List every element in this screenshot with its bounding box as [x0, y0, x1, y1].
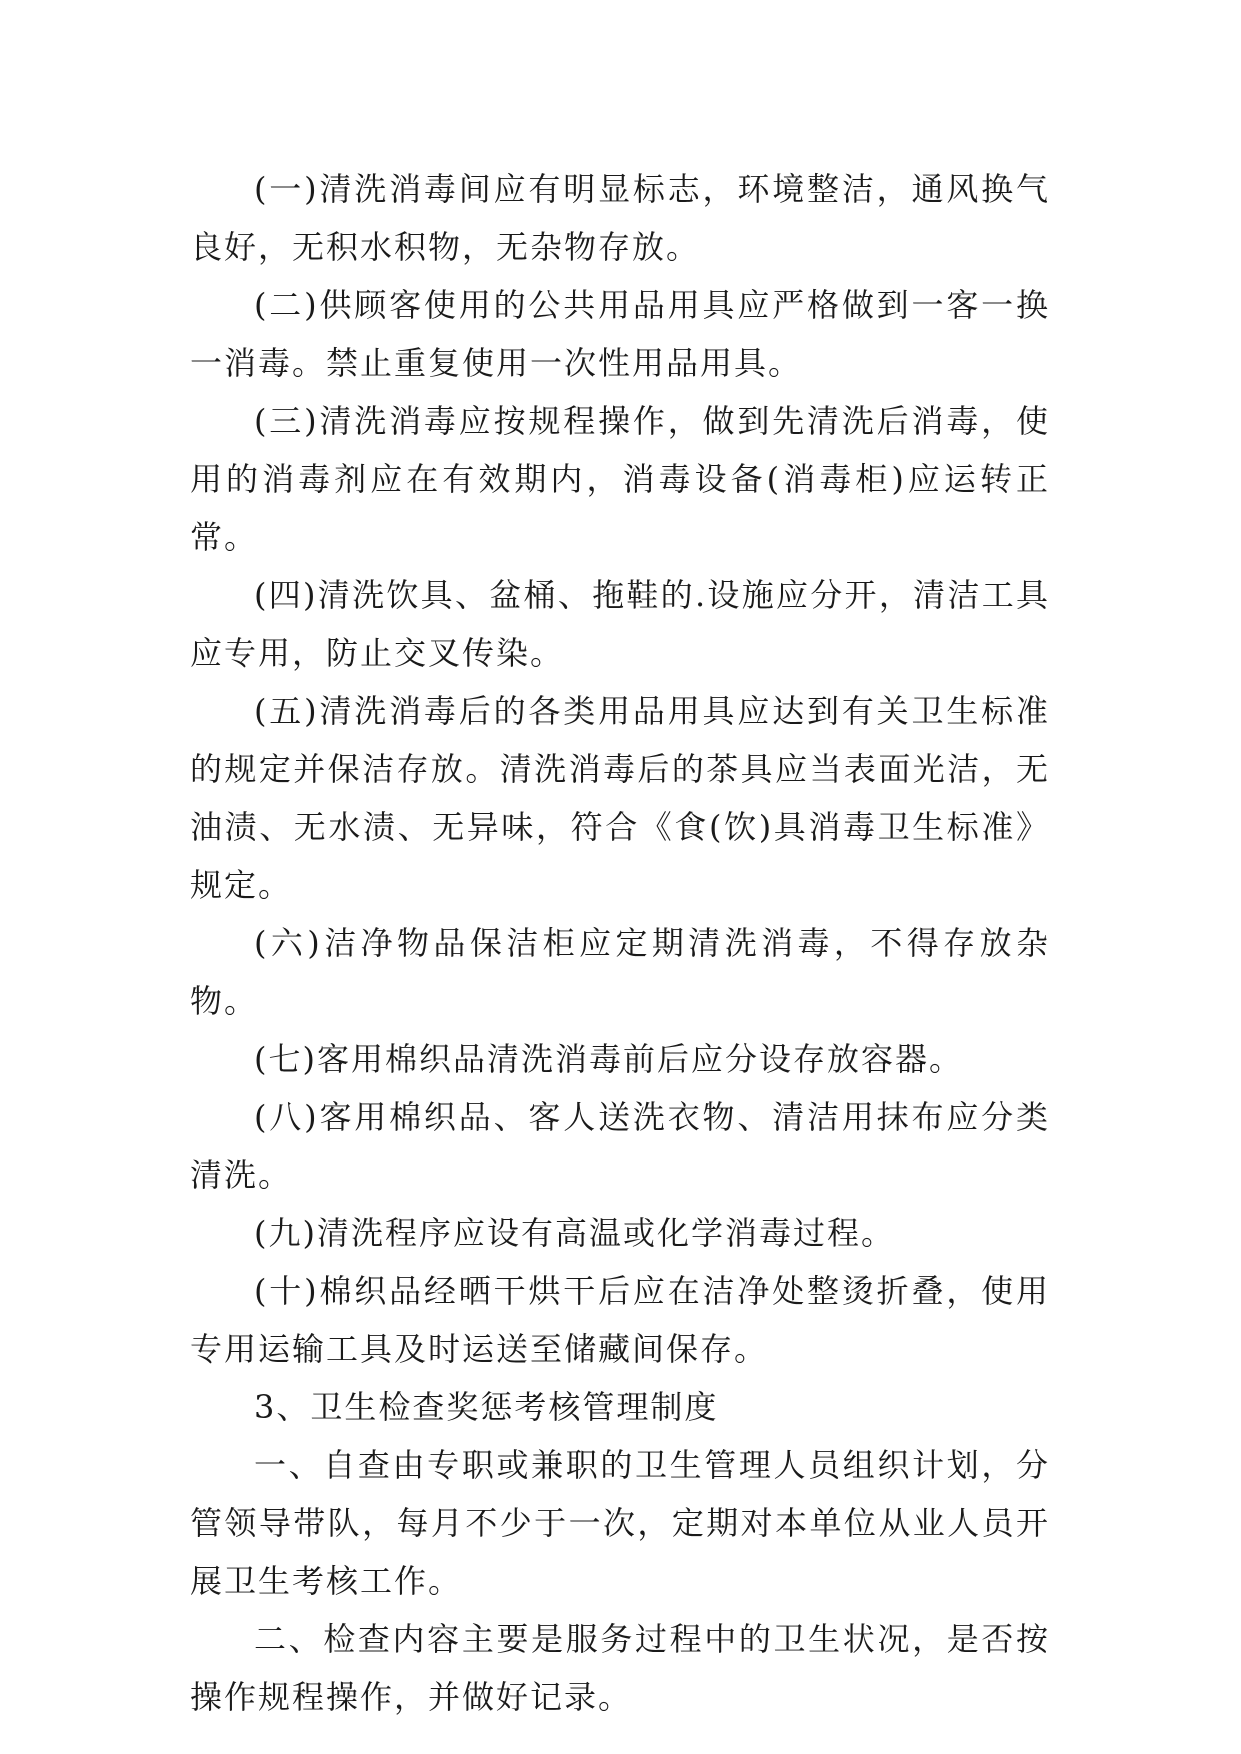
paragraph-9: (九)清洗程序应设有高温或化学消毒过程。: [254, 1214, 895, 1252]
paragraph-6: (六)洁净物品保洁柜应定期清洗消毒，不得存放杂物。: [190, 924, 1050, 1020]
paragraph-1: (一)清洗消毒间应有明显标志，环境整洁，通风换气良好，无积水积物，无杂物存放。: [190, 170, 1050, 266]
paragraph-5: (五)清洗消毒后的各类用品用具应达到有关卫生标准的规定并保洁存放。清洗消毒后的茶具应当表面光洁，无油渍、无水渍、无异味，符合《食(饮)具消毒卫生标准》规定。: [190, 692, 1050, 904]
paragraph-10: (十)棉织品经晒干烘干后应在洁净处整烫折叠，使用专用运输工具及时运送至储藏间保存。: [190, 1272, 1050, 1368]
paragraph-11: 一、自查由专职或兼职的卫生管理人员组织计划，分管领导带队，每月不少于一次，定期对本单位从业人员开展卫生考核工作。: [190, 1446, 1050, 1600]
paragraph-2: (二)供顾客使用的公共用品用具应严格做到一客一换一消毒。禁止重复使用一次性用品用具。: [190, 286, 1050, 382]
paragraph-8: (八)客用棉织品、客人送洗衣物、清洁用抹布应分类清洗。: [190, 1098, 1050, 1194]
paragraph-4: (四)清洗饮具、盆桶、拖鞋的.设施应分开，清洁工具应专用，防止交叉传染。: [190, 576, 1050, 672]
paragraph-12: 二、检查内容主要是服务过程中的卫生状况，是否按操作规程操作，并做好记录。: [190, 1620, 1050, 1716]
paragraph-7: (七)客用棉织品清洗消毒前后应分设存放容器。: [254, 1040, 963, 1078]
section-heading: 3、卫生检查奖惩考核管理制度: [254, 1388, 719, 1426]
document-body: [190, 160, 1050, 1726]
paragraph-3: (三)清洗消毒应按规程操作，做到先清洗后消毒，使用的消毒剂应在有效期内，消毒设备(消毒柜)应运转正常。: [190, 402, 1050, 556]
